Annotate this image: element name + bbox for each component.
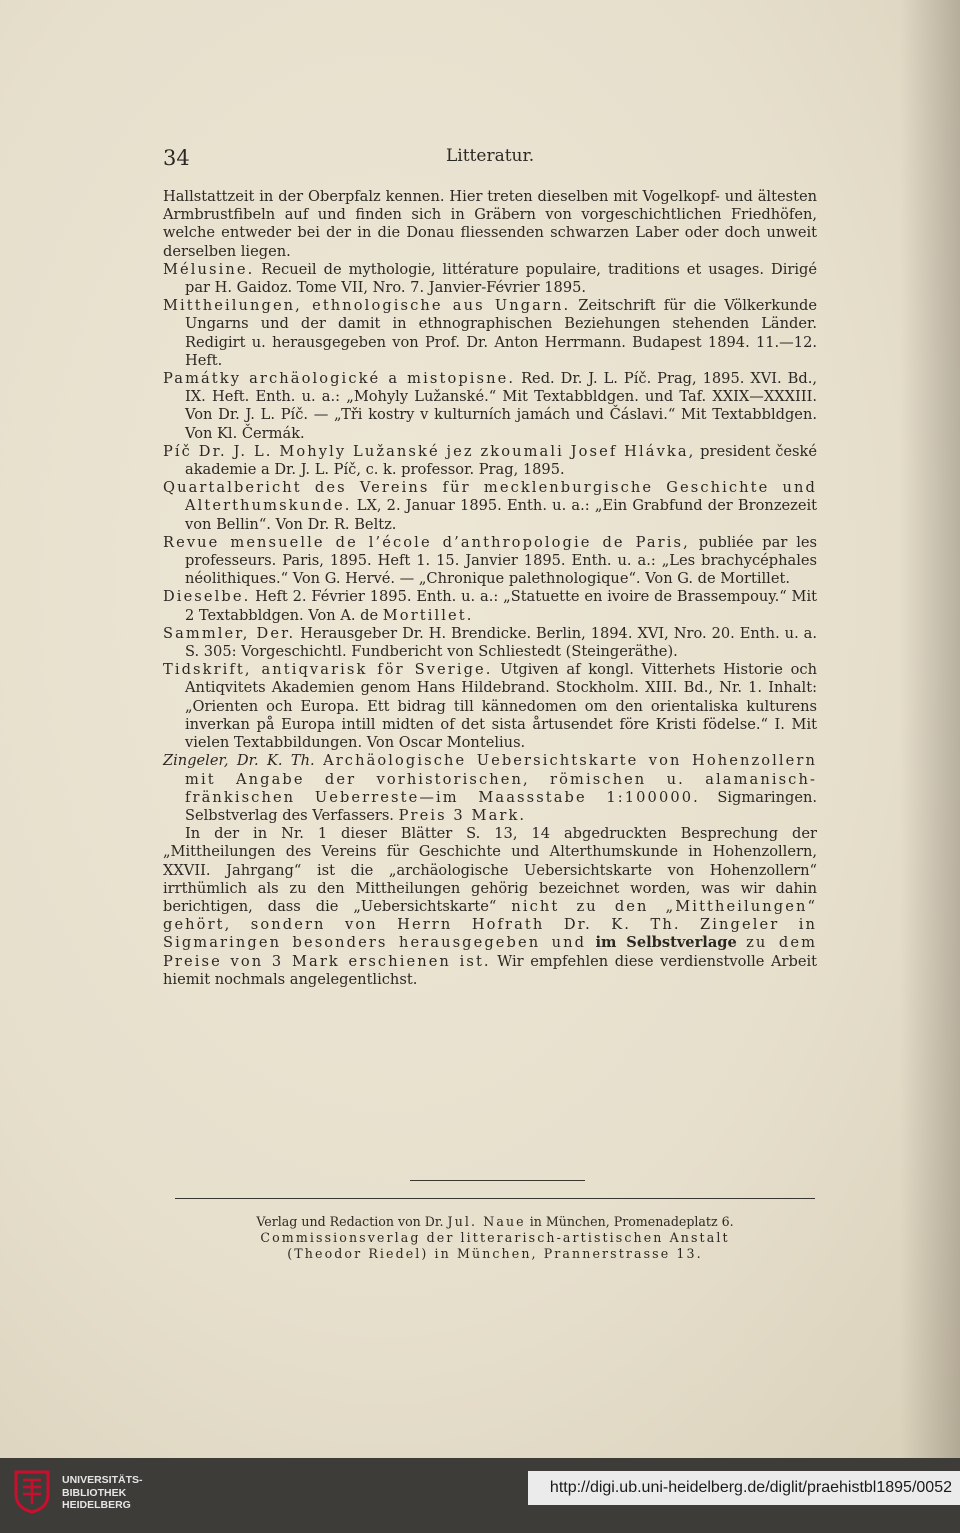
entry-text-segment: Red. Dr. J. L. Píč. Prag, 1895. XVI. Bd., IX. Heft. Enth. u. a.: „Mohyly Lužanské.“ Mit Textabbldgen. und Taf. XXIX—XXXIII. Von Dr. J. L. Píč. — „Tři kostry v kulturních jamách und Čáslavi.“ Mit Textabbldgen. Von Kl. Čermák. bbox=[185, 370, 817, 442]
running-head: Litteratur. bbox=[446, 146, 535, 166]
permalink-url[interactable]: http://digi.ub.uni-heidelberg.de/diglit/praehistbl1895/0052 bbox=[528, 1471, 960, 1505]
entry-text-segment: im Selbstverlage bbox=[595, 934, 737, 952]
entry-text-segment bbox=[586, 934, 595, 951]
bibliography-entry bbox=[163, 625, 817, 661]
entry-text-segment: LX, 2. Januar 1895. Enth. u. a.: „Ein Grabfund der Bronzezeit von Bellin“. Von Dr. R. Beltz. bbox=[185, 497, 817, 533]
library-logo[interactable] bbox=[12, 1466, 212, 1524]
entry-text-segment: Recueil de mythologie, littérature populaire, traditions et usages. Dirigé par H. Gaidoz. Tome VII, Nro. 7. Janvier-Février 1895. bbox=[185, 260, 817, 297]
entry-text-segment: Heft 2. Février 1895. Enth. u. a.: „Statuette en ivoire de Brassempouy.“ Mit 2 Textabbldgen. Von A. de bbox=[185, 588, 817, 624]
entry-text-segment: Zingeler, Dr. K. Th. bbox=[163, 752, 315, 770]
imprint-footer bbox=[175, 1214, 815, 1262]
entry-text-segment: Hallstattzeit in der Oberpfalz kennen. Hier treten dieselben mit Vogelkopf- und ältesten Armbrustfibeln auf und finden sich in Gräbern von vorgeschichtlichen Friedhöfen, welche entweder bei der in die Donau fliessenden schwarzen Laber oder doch unweit derselben liegen. bbox=[163, 188, 817, 260]
entry-text-segment: Mortillet bbox=[382, 606, 467, 624]
entry-text-segment: Sammler, Der. bbox=[163, 624, 296, 642]
entry-text-segment: Utgiven af kongl. Vitterhets Historie och Antiqvitets Akademien genom Hans Hildebrand. Stockholm. XIII. Bd., Nr. 1. Inhalt: „Orienten och Europa. Ett bidrag till kännedomen om den orientaliska kulturens inverkan på Europa intill midten of det sista årtusendet före Kristi födelse.“ I. Mit vielen Textabbildungen. Von Oscar Montelius. bbox=[185, 661, 817, 752]
publisher-name: Jul. Naue bbox=[447, 1214, 526, 1229]
viewer-bottom-bar bbox=[0, 1458, 960, 1533]
entry-text-segment: Mélusine. bbox=[163, 260, 255, 278]
entry-text-segment: Píč Dr. J. L. Mohyly Lužanské jez zkoumali Josef Hlávka, bbox=[163, 442, 696, 460]
page-number: 34 bbox=[163, 146, 190, 170]
end-rule bbox=[410, 1180, 585, 1181]
entry-text-segment bbox=[315, 752, 323, 769]
correction-paragraph bbox=[163, 825, 817, 989]
bibliography-entry bbox=[163, 370, 817, 443]
entry-text-segment: publiée par les professeurs. Paris, 1895. Heft 1. 15. Janvier 1895. Enth. u. a.: „Les brachycéphales néolithiques.“ Von G. Hervé. — „Chronique palethnologique“. Von G. de Mortillet. bbox=[185, 533, 817, 588]
entry-text-segment: Mittheilungen, ethnologische aus Ungarn. bbox=[163, 297, 571, 315]
university-seal-icon bbox=[12, 1470, 52, 1514]
entry-text-segment: . bbox=[466, 606, 472, 624]
entry-text-segment: nicht zu den „Mittheilungen“ gehört, sondern von Herrn Hofrath Dr. K. Th. Zingeler in Sigmaringen besonders herausgegeben und bbox=[163, 897, 818, 952]
bibliography-entry bbox=[163, 752, 817, 825]
bibliography-entry bbox=[163, 297, 817, 370]
entry-text-segment: Památky archäologické a mistopisne. bbox=[163, 370, 516, 388]
entry-text-segment: Wir empfehlen diese verdienstvolle Arbeit hiemit nochmals angelegentlichst. bbox=[163, 952, 817, 988]
library-name: UNIVERSITÄTS- BIBLIOTHEK HEIDELBERG bbox=[62, 1474, 143, 1511]
entry-text-segment: Quartalbericht des Vereins für mecklenburgische Geschichte und Alterthumskunde. bbox=[163, 479, 817, 515]
imprint-line-3: (Theodor Riedel) in München, Prannerstrasse 13. bbox=[287, 1246, 703, 1261]
footer-rule bbox=[175, 1198, 815, 1199]
entry-text-segment: Zeitschrift für die Völkerkunde Ungarns und der damit in ethnographischen Beziehungen stehenden Länder. Redigirt u. herausgegeben von Prof. Dr. Anton Herrmann. Budapest 1894. 11.—12. Heft. bbox=[185, 297, 817, 369]
imprint-line-2: Commissionsverlag der litterarisch-artistischen Anstalt bbox=[260, 1230, 730, 1245]
entry-text-segment: Herausgeber Dr. H. Brendicke. Berlin, 1894. XVI, Nro. 20. Enth. u. a. S. 305: Vorgeschichtl. Fundbericht von Schliestedt (Steingeräthe). bbox=[185, 624, 817, 661]
literature-list bbox=[163, 188, 817, 989]
entry-text-segment: In der in Nr. 1 dieser Blätter S. 13, 14 abgedruckten Besprechung der „Mittheilungen des Vereins für Geschichte und Alterthumskunde in Hohenzollern, XXVII. Jahrgang“ ist die „archäologische Uebersichtskarte von Hohenzollern“ irrthümlich als zu den Mittheilungen gehörig bezeichnet worden, was wir dahin berichtigen, dass die „Uebersichtskarte“ bbox=[163, 825, 817, 915]
entry-text-segment: Preis 3 Mark. bbox=[398, 806, 527, 824]
entry-text-segment: Dieselbe. bbox=[163, 588, 251, 606]
imprint-line-1: Verlag und Redaction von Dr. Jul. Naue in München, Promenadeplatz 6. bbox=[256, 1214, 734, 1229]
page-fold-shadow bbox=[900, 0, 960, 1458]
bibliography-entry bbox=[163, 479, 817, 534]
bibliography-entry bbox=[163, 188, 817, 261]
entry-text-segment: Archäologische Uebersichtskarte von Hohenzollern mit Angabe der vorhistorischen, römischen u. alamanisch-fränkischen Ueberreste—im Maassstabe 1:100000. bbox=[185, 752, 817, 806]
entry-text-segment: president české akademie a Dr. J. L. Píč, c. k. professor. Prag, 1895. bbox=[185, 442, 817, 479]
entry-text-segment: zu dem Preise von 3 Mark erschienen ist. bbox=[163, 934, 818, 970]
entry-text-segment: Sigmaringen. Selbstverlag des Verfassers. bbox=[185, 788, 817, 824]
entry-text-segment bbox=[737, 934, 746, 951]
entry-text-segment: Tidskrift, antiqvarisk för Sverige. bbox=[163, 661, 493, 679]
bibliography-entry bbox=[163, 661, 817, 752]
bibliography-entry bbox=[163, 588, 817, 624]
bibliography-entry bbox=[163, 443, 817, 479]
bibliography-entry bbox=[163, 261, 817, 297]
entry-text-segment: Revue mensuelle de l’école d’anthropologie de Paris, bbox=[163, 533, 690, 551]
page-header bbox=[163, 146, 813, 172]
bibliography-entry bbox=[163, 534, 817, 589]
